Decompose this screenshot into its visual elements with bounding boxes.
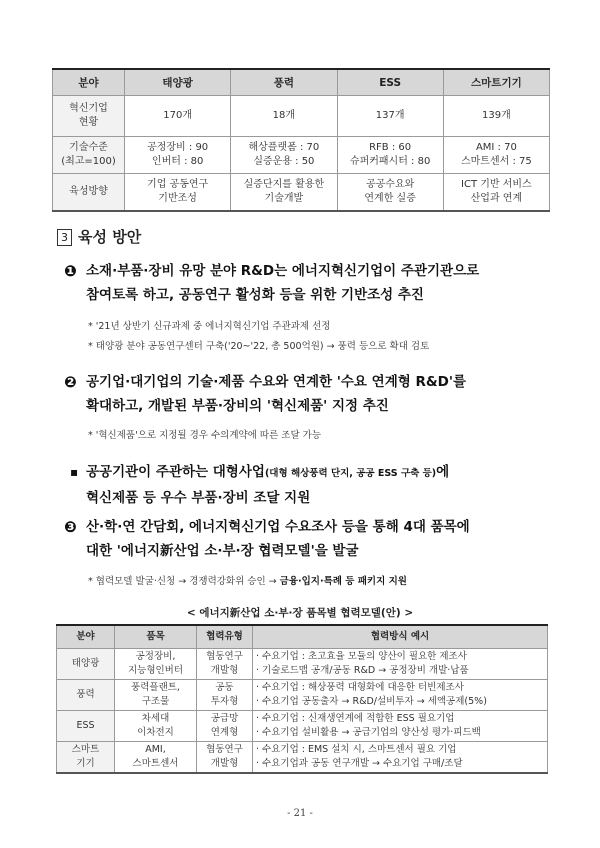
page-number: - 21 -	[287, 808, 313, 819]
item-1-line-1: 소재·부품·장비 유망 분야 R&D는 에너지혁신기업이 주관기관으로	[86, 263, 480, 279]
table2-title: < 에너지新산업 소·부·장 품목별 협력모델(안) >	[186, 607, 414, 619]
example-line: · 수요기업 : 해상풍력 대형화에 대응한 터빈제조사	[256, 682, 464, 693]
table-cell: 실증단지를 활용한 기술개발	[231, 174, 337, 212]
header-cell: 풍력	[231, 69, 337, 96]
header-cell: 협력방식 예시	[253, 625, 548, 649]
table-cell	[253, 742, 548, 774]
item-3-note	[88, 575, 407, 589]
table-cell: AMI, 스마트센서	[115, 742, 197, 774]
table-cell: RFB : 60 슈퍼커패시터 : 80	[337, 137, 443, 174]
item-1	[64, 259, 479, 307]
table-cell: 풍력플랜트, 구조물	[115, 680, 197, 711]
table-row	[57, 711, 548, 742]
table-row	[53, 174, 550, 212]
table-cell: 137개	[337, 96, 443, 137]
header-cell: 태양광	[125, 69, 231, 96]
table-cell: 공급망 연계형	[197, 711, 253, 742]
header-cell: 분야	[57, 625, 115, 649]
row-label: ESS	[57, 711, 115, 742]
item-1-note-2: * 태양광 분야 공동연구센터 구축('20~'22, 총 500억원) → 풍력 등으로 확대 검토	[88, 341, 430, 352]
item-sub-paren: (대형 해상풍력 단지, 공공 ESS 구축 등)	[264, 468, 437, 479]
table-cell: 기업 공동연구 기반조성	[125, 174, 231, 212]
row-label: 태양광	[57, 649, 115, 680]
table-cell: 해상플랫폼 : 70 실증운용 : 50	[231, 137, 337, 174]
section-number-box: 3	[57, 229, 72, 246]
example-line: · 수요기업 설비활용 → 공급기업의 양산성 평가·피드백	[256, 727, 481, 738]
item-sub	[64, 460, 449, 510]
bullet-3-icon: ❸	[64, 518, 77, 536]
item-3-note-bold: 금융·입지·특례 등 패키지 지원	[279, 576, 407, 587]
header-cell: 협력유형	[197, 625, 253, 649]
header-cell: 품목	[115, 625, 197, 649]
example-line: · 수요기업 공동출자 → R&D/설비투자 → 세액공제(5%)	[256, 696, 487, 707]
table-cell: 공정장비, 지능형인버터	[115, 649, 197, 680]
item-2-line-2: 확대하고, 개발된 부품·장비의 '혁신제품' 지정 추진	[86, 398, 389, 414]
table-cell: 170개	[125, 96, 231, 137]
tech-status-table	[52, 68, 550, 212]
item-sub-line-1	[86, 460, 449, 486]
section-title: 육성 방안	[78, 228, 142, 246]
table-cell: 공정장비 : 90 인버터 : 80	[125, 137, 231, 174]
row-label: 풍력	[57, 680, 115, 711]
item-1-note-1: * '21년 상반기 신규과제 중 에너지혁신기업 주관과제 선정	[88, 321, 331, 332]
cooperation-model-table	[56, 624, 548, 774]
item-2-line-1: 공기업·대기업의 기술·제품 수요와 연계한 '수요 연계형 R&D'를	[86, 374, 467, 390]
table-cell: 협동연구 개발형	[197, 649, 253, 680]
table-cell: 공공수요와 연계한 실증	[337, 174, 443, 212]
table-row	[53, 137, 550, 174]
square-bullet-icon: ▪	[70, 465, 79, 479]
table-cell: ICT 기반 서비스 산업과 연계	[443, 174, 549, 212]
item-2	[64, 370, 466, 418]
item-sub-text: 공공기관이 주관하는 대형사업	[86, 464, 265, 480]
table-cell: 차세대 이차전지	[115, 711, 197, 742]
header-cell: 분야	[53, 69, 125, 96]
table-cell	[253, 711, 548, 742]
table-row	[53, 96, 550, 137]
table-cell: 139개	[443, 96, 549, 137]
table-cell	[253, 680, 548, 711]
item-3-note-text: * 협력모델 발굴·신청 → 경쟁력강화위 승인 →	[88, 576, 280, 587]
header-cell: ESS	[337, 69, 443, 96]
item-sub-suffix: 에	[436, 464, 450, 480]
table-cell: AMI : 70 스마트센서 : 75	[443, 137, 549, 174]
item-3-line-1: 산·학·연 간담회, 에너지혁신기업 수요조사 등을 통해 4대 품목에	[86, 519, 470, 535]
example-line: · 기술로드맵 공개/공동 R&D → 공정장비 개발·납품	[256, 665, 469, 676]
table-header-row	[53, 69, 550, 96]
example-line: · 수요기업 : 초고효율 모듈의 양산이 필요한 제조사	[256, 651, 467, 662]
table-row	[57, 742, 548, 774]
table-row	[57, 680, 548, 711]
table-header-row	[57, 625, 548, 649]
item-2-note-1: * '혁신제품'으로 지정될 경우 수의계약에 따른 조달 가능	[88, 430, 322, 441]
example-line: · 수요기업 : EMS 설치 시, 스마트센서 필요 기업	[256, 744, 457, 755]
item-3-line-2: 대한 '에너지新산업 소·부·장 협력모델'을 발굴	[86, 543, 359, 559]
bullet-2-icon: ❷	[64, 373, 77, 391]
table-cell	[253, 649, 548, 680]
table-cell: 공동 투자형	[197, 680, 253, 711]
table-row	[57, 649, 548, 680]
row-label: 혁신기업 현황	[53, 96, 125, 137]
table-cell: 18개	[231, 96, 337, 137]
example-line: · 수요기업과 공동 연구개발 → 수요기업 구매/조달	[256, 758, 463, 769]
row-label: 기술수준 (최고=100)	[53, 137, 125, 174]
item-3	[64, 515, 470, 563]
table-cell: 협동연구 개발형	[197, 742, 253, 774]
item-1-line-2: 참여토록 하고, 공동연구 활성화 등을 위한 기반조성 추진	[86, 287, 424, 303]
row-label: 스마트 기기	[57, 742, 115, 774]
item-sub-line-2: 혁신제품 등 우수 부품·장비 조달 지원	[86, 490, 311, 506]
bullet-1-icon: ❶	[64, 262, 77, 280]
example-line: · 수요기업 : 신재생연계에 적합한 ESS 필요기업	[256, 713, 455, 724]
header-cell: 스마트기기	[443, 69, 549, 96]
row-label: 육성방향	[53, 174, 125, 212]
